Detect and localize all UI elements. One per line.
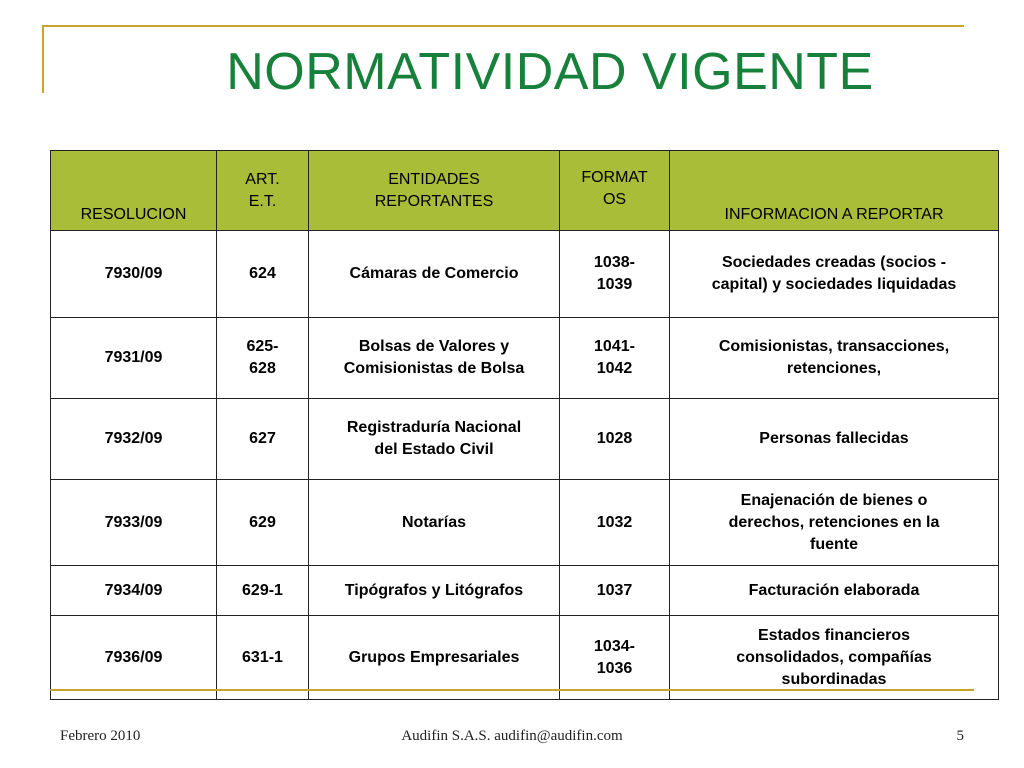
cell-text: 7933/09 (104, 513, 163, 531)
cell-formatos (560, 616, 670, 700)
cell-resolucion (51, 318, 217, 399)
normatividad-table-container (50, 150, 999, 700)
cell-line: 627 (249, 430, 276, 447)
cell-entidades (309, 480, 560, 566)
cell-line: 1042 (596, 360, 633, 377)
cell-line: Notarías (401, 513, 467, 531)
cell-resolucion (51, 616, 217, 700)
cell-line: 629 (249, 513, 276, 531)
cell-informacion (670, 318, 999, 399)
header-formatos-line: FORMAT (581, 169, 648, 186)
cell-informacion (670, 399, 999, 480)
slide-title: NORMATIVIDAD VIGENTE (226, 43, 874, 101)
table-row (51, 318, 999, 399)
cell-line: Grupos Empresariales (348, 648, 520, 666)
cell-line: 1036 (596, 659, 633, 677)
cell-formatos (560, 399, 670, 480)
cell-line: 1041- (594, 338, 635, 355)
cell-line: Sociedades creadas (socios - (721, 254, 947, 271)
cell-line: 1028 (596, 430, 633, 447)
cell-entidades (309, 399, 560, 480)
header-resolucion: RESOLUCION (51, 151, 217, 231)
cell-line: 1039 (596, 276, 633, 293)
cell-line: Tipógrafos y Litógrafos (344, 581, 524, 599)
cell-art (217, 566, 309, 616)
cell-informacion (670, 231, 999, 318)
header-art (217, 151, 309, 231)
header-formatos-line: OS (602, 191, 627, 208)
cell-text: 7936/09 (104, 648, 163, 666)
cell-art (217, 318, 309, 399)
header-entidades-line: ENTIDADES (388, 170, 480, 188)
footer-date: Febrero 2010 (60, 728, 141, 744)
cell-formatos (560, 480, 670, 566)
table-header-row (51, 151, 999, 231)
cell-line: Comisionistas, transacciones, (718, 338, 950, 355)
header-entidades-line: REPORTANTES (374, 192, 494, 210)
cell-resolucion (51, 566, 217, 616)
cell-line: Registraduría Nacional (346, 419, 522, 436)
footer-page-number: 5 (956, 728, 964, 744)
header-art-line: E.T. (248, 192, 277, 210)
cell-text: 7932/09 (104, 430, 163, 447)
table-row (51, 566, 999, 616)
cell-entidades (309, 616, 560, 700)
cell-line: retenciones, (786, 360, 882, 377)
cell-line: del Estado Civil (374, 441, 494, 458)
cell-text: 7930/09 (104, 265, 163, 282)
table-row (51, 616, 999, 700)
header-formatos (560, 151, 670, 231)
cell-line: 628 (249, 360, 276, 377)
cell-informacion (670, 566, 999, 616)
normatividad-table (50, 150, 999, 700)
cell-line: Estados financieros (757, 626, 911, 644)
header-entidades (309, 151, 560, 231)
cell-resolucion (51, 480, 217, 566)
cell-line: 1037 (596, 581, 633, 599)
cell-line: 631-1 (242, 648, 283, 666)
cell-line: 1038- (594, 254, 635, 271)
cell-art (217, 616, 309, 700)
cell-informacion (670, 480, 999, 566)
cell-art (217, 399, 309, 480)
header-art-line: ART. (245, 170, 280, 188)
cell-line: derechos, retenciones en la (728, 513, 940, 531)
cell-line: Bolsas de Valores y (358, 338, 510, 355)
cell-line: Comisionistas de Bolsa (343, 360, 525, 377)
cell-entidades (309, 231, 560, 318)
cell-line: 625- (246, 338, 279, 355)
cell-line: Cámaras de Comercio (349, 265, 519, 282)
cell-entidades (309, 566, 560, 616)
frame-top-line (42, 25, 964, 27)
cell-text: 7934/09 (104, 581, 163, 599)
table-row (51, 399, 999, 480)
cell-line: 1032 (596, 513, 633, 531)
cell-resolucion (51, 399, 217, 480)
cell-line: 624 (249, 265, 276, 282)
cell-art (217, 231, 309, 318)
table-row (51, 231, 999, 318)
cell-informacion (670, 616, 999, 700)
cell-art (217, 480, 309, 566)
header-informacion: INFORMACION A REPORTAR (670, 151, 999, 231)
cell-line: 1034- (594, 637, 635, 655)
cell-formatos (560, 231, 670, 318)
cell-line: capital) y sociedades liquidadas (711, 276, 957, 293)
cell-text: 7931/09 (104, 349, 163, 366)
cell-line: Personas fallecidas (759, 430, 909, 447)
table-body (51, 231, 999, 700)
footer-company: Audifin S.A.S. audifin@audifin.com (401, 728, 623, 744)
cell-formatos (560, 318, 670, 399)
cell-entidades (309, 318, 560, 399)
cell-line: 629-1 (242, 581, 283, 599)
cell-formatos (560, 566, 670, 616)
cell-line: Facturación elaborada (748, 581, 920, 599)
table-row (51, 480, 999, 566)
accent-line (50, 689, 974, 691)
cell-line: subordinadas (781, 670, 887, 688)
cell-line: Enajenación de bienes o (740, 491, 928, 509)
cell-line: fuente (810, 535, 858, 553)
cell-line: consolidados, compañías (736, 648, 932, 666)
cell-resolucion (51, 231, 217, 318)
